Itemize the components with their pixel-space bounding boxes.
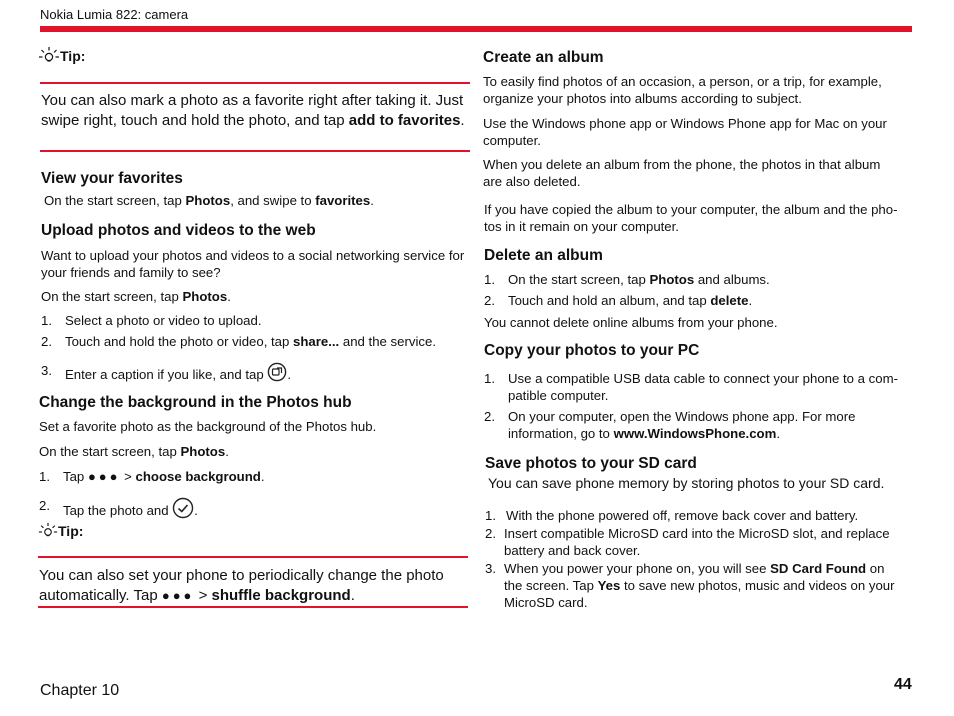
share-icon bbox=[267, 362, 287, 382]
lightbulb-icon bbox=[38, 522, 58, 542]
more-dots-icon: ●●● bbox=[87, 469, 121, 484]
background-heading: Change the background in the Photos hub bbox=[39, 394, 352, 411]
checkmark-icon bbox=[172, 497, 194, 519]
footer-chapter: Chapter 10 bbox=[40, 682, 120, 699]
tip-2-text: You can also set your phone to periodically change the photo automatically. Tap ●●● > shuffle background. bbox=[39, 567, 444, 604]
upload-heading: Upload photos and videos to the web bbox=[41, 222, 316, 239]
more-dots-icon: ●●● bbox=[161, 587, 195, 603]
copy-pc-heading: Copy your photos to your PC bbox=[484, 342, 700, 359]
upload-start: On the start screen, tap Photos. bbox=[41, 289, 231, 304]
view-favorites-heading: View your favorites bbox=[41, 170, 183, 187]
create-album-p3: When you delete an album from the phone, the photos in that album are also deleted. bbox=[483, 157, 881, 189]
tip-2-header bbox=[38, 522, 83, 542]
background-intro: Set a favorite photo as the background of the Photos hub. bbox=[39, 419, 377, 434]
sd-card-heading: Save photos to your SD card bbox=[485, 455, 697, 472]
delete-album-heading: Delete an album bbox=[484, 247, 603, 264]
create-album-p1: To easily find photos of an occasion, a person, or a trip, for example, organize your photos into albums according to subject. bbox=[483, 74, 882, 106]
tip-1-bottom-rule bbox=[40, 150, 470, 152]
view-favorites-text: On the start screen, tap Photos, and swipe to favorites. bbox=[44, 193, 374, 208]
sd-card-intro: You can save phone memory by storing photos to your SD card. bbox=[488, 475, 885, 491]
create-album-p2: Use the Windows phone app or Windows Phone app for Mac on your computer. bbox=[483, 116, 887, 148]
header-red-bar bbox=[40, 26, 912, 32]
tip-2-top-rule bbox=[38, 556, 468, 558]
create-album-heading: Create an album bbox=[483, 49, 604, 66]
delete-note: You cannot delete online albums from your phone. bbox=[484, 315, 778, 330]
tip-1-top-rule bbox=[40, 82, 470, 84]
tip-2-bottom-rule bbox=[38, 606, 468, 608]
page-number: 44 bbox=[894, 676, 912, 693]
tip-1-header bbox=[38, 46, 85, 68]
upload-intro: Want to upload your photos and videos to a social networking service for your friends and family to see? bbox=[41, 248, 465, 280]
background-start: On the start screen, tap Photos. bbox=[39, 444, 229, 459]
create-album-p4: If you have copied the album to your computer, the album and the pho-tos in it remain on your computer. bbox=[484, 202, 898, 234]
header-title: Nokia Lumia 822: camera bbox=[40, 7, 189, 22]
tip-2-label: Tip: bbox=[58, 523, 84, 540]
tip-1-label: Tip: bbox=[60, 48, 86, 65]
lightbulb-icon bbox=[38, 46, 60, 68]
tip-1-text: You can also mark a photo as a favorite right after taking it. Just swipe right, touch and hold the photo, and tap add to favorites. bbox=[41, 92, 465, 129]
